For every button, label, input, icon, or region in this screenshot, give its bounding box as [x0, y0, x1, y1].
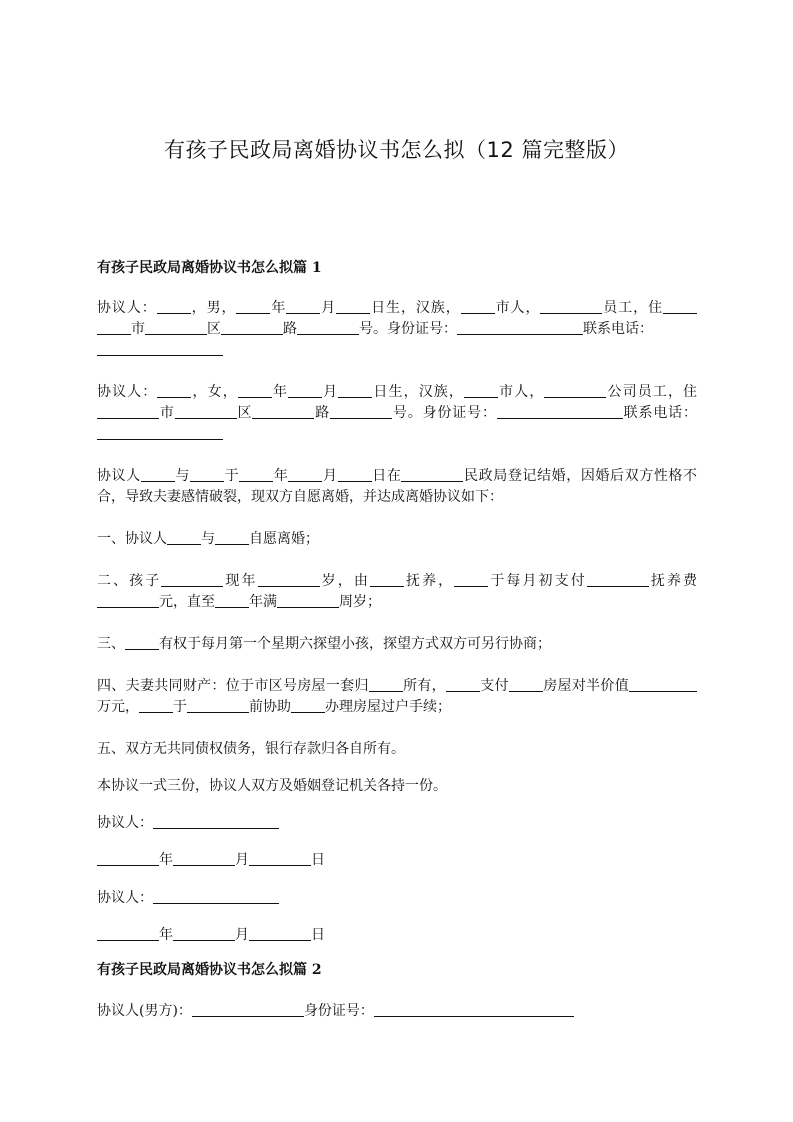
blank-line: [338, 466, 372, 482]
signature-line-2: [97, 888, 697, 909]
blank-line: [157, 382, 191, 398]
blank-line: [221, 319, 283, 335]
text: 日: [311, 927, 325, 943]
text: 万元，: [97, 699, 139, 715]
blank-line: [291, 697, 325, 713]
text: 号。身份证号：: [359, 321, 457, 337]
text: 市人，: [498, 384, 545, 400]
blank-line: [288, 382, 322, 398]
text: 民政局登记结婚，因婚后双方性格不合，导致夫妻感情破裂，现双方自愿离婚，并达成离婚协议如下：: [97, 468, 698, 505]
blank-line: [97, 424, 223, 440]
blank-line: [145, 319, 207, 335]
blank-line: [238, 382, 272, 398]
text: 公司员工，住: [606, 384, 698, 400]
text: 日在: [371, 468, 402, 484]
text: 抚养费: [648, 573, 698, 589]
party-2-paragraph: [97, 382, 697, 445]
text: 与: [201, 531, 215, 547]
blank-line: [153, 813, 279, 829]
blank-line: [173, 925, 235, 941]
date-line-1: [97, 850, 697, 871]
text: 月: [235, 927, 249, 943]
text: 区: [207, 321, 221, 337]
blank-line: [141, 466, 175, 482]
blank-line: [446, 676, 480, 692]
text: 协议人(男方)：: [97, 1003, 192, 1019]
blank-line: [277, 592, 339, 608]
blank-line: [370, 571, 404, 587]
text: 于: [224, 468, 240, 484]
blank-line: [97, 403, 159, 419]
blank-line: [167, 529, 201, 545]
signature-line-1: [97, 813, 697, 834]
blank-line: [161, 571, 223, 587]
page-title: 有孩子民政局离婚协议书怎么拟（12 篇完整版）: [164, 138, 629, 162]
blank-line: [497, 403, 623, 419]
text: 年: [159, 927, 173, 943]
blank-line: [544, 382, 606, 398]
text: 协议人：: [97, 890, 153, 906]
clause-1: [97, 529, 697, 550]
blank-line: [338, 382, 372, 398]
text: 房屋对半价值: [542, 678, 630, 694]
text: 年: [271, 384, 289, 400]
text: 协议人: [97, 468, 141, 484]
blank-line: [215, 529, 249, 545]
date-line-2: [97, 925, 697, 946]
text: 市: [159, 405, 175, 421]
text: ，女，: [191, 384, 238, 400]
clause-4: [97, 676, 697, 718]
blank-line: [454, 571, 488, 587]
blank-line: [258, 571, 320, 587]
text: 路: [314, 405, 331, 421]
text: 路: [283, 321, 297, 337]
text: 日生，汉族，: [370, 300, 461, 316]
section-2-heading: 有孩子民政局离婚协议书怎么拟篇 2: [97, 962, 322, 978]
blank-line: [239, 466, 273, 482]
text: 年: [159, 852, 173, 868]
text: 市人，: [494, 300, 541, 316]
text: 市: [131, 321, 145, 337]
text: 员工，住: [602, 300, 664, 316]
text: 月: [235, 852, 249, 868]
text: 支付: [479, 678, 509, 694]
blank-line: [286, 298, 320, 314]
text: 月: [322, 384, 339, 400]
text: 身份证号：: [303, 1003, 374, 1019]
text: 号。身份证号：: [392, 405, 497, 421]
blank-line: [97, 340, 223, 356]
blank-line: [457, 319, 583, 335]
blank-line: [252, 403, 314, 419]
blank-line: [629, 676, 663, 692]
blank-line: [236, 298, 270, 314]
text: 有权于每月第一个星期六探望小孩，探望方式双方可另行协商；: [159, 636, 551, 652]
document-body: [97, 258, 697, 1022]
blank-line: [153, 888, 279, 904]
blank-line: [139, 697, 173, 713]
section-1-heading: 有孩子民政局离婚协议书怎么拟篇 1: [97, 260, 322, 276]
blank-line: [374, 1001, 574, 1017]
copies-statement: 本协议一式三份，协议人双方及婚姻登记机关各持一份。: [97, 778, 447, 794]
clause-5: 五、双方无共同债权债务，银行存款归各自所有。: [97, 741, 405, 757]
blank-line: [97, 319, 131, 335]
text: 年: [273, 468, 289, 484]
blank-line: [173, 850, 235, 866]
blank-line: [97, 592, 159, 608]
text: 年满: [249, 594, 277, 610]
text: 日: [311, 852, 325, 868]
blank-line: [249, 850, 311, 866]
text: 联系电话：: [622, 405, 698, 421]
text: 所有，: [402, 678, 446, 694]
text: 日生，汉族，: [372, 384, 465, 400]
text: 于每月初支付: [488, 573, 587, 589]
blank-line: [187, 697, 249, 713]
text: 月: [322, 468, 338, 484]
blank-line: [663, 298, 697, 314]
text: ，男，: [190, 300, 237, 316]
section-2-party-line: [97, 1001, 697, 1022]
blank-line: [509, 676, 543, 692]
text: 二、孩子: [97, 573, 162, 589]
text: 联系电话：: [583, 321, 653, 337]
blank-line: [125, 634, 159, 650]
marriage-paragraph: [97, 466, 697, 508]
blank-line: [587, 571, 649, 587]
text: 年: [270, 300, 287, 316]
text: 办理房屋过户手续；: [325, 699, 451, 715]
party-1-paragraph: [97, 298, 697, 361]
clause-2: [97, 571, 697, 613]
text: 三、: [97, 636, 125, 652]
blank-line: [97, 850, 159, 866]
text: 协议人：: [97, 300, 157, 316]
text: 元，直至: [159, 594, 215, 610]
text: 前协助: [249, 699, 291, 715]
blank-line: [192, 1001, 304, 1017]
blank-line: [540, 298, 602, 314]
blank-line: [401, 466, 463, 482]
clause-3: [97, 634, 697, 655]
text: 协议人：: [97, 815, 153, 831]
blank-line: [297, 319, 359, 335]
text: 周岁；: [339, 594, 381, 610]
text: 区: [236, 405, 253, 421]
text: 现年: [223, 573, 258, 589]
blank-line: [157, 298, 191, 314]
blank-line: [336, 298, 370, 314]
blank-line: [461, 298, 495, 314]
text: 岁，由: [319, 573, 370, 589]
blank-line: [663, 676, 697, 692]
blank-line: [249, 925, 311, 941]
blank-line: [175, 403, 237, 419]
text: 与: [174, 468, 191, 484]
blank-line: [190, 466, 224, 482]
text: 自愿离婚；: [249, 531, 319, 547]
text: 抚养，: [403, 573, 455, 589]
blank-line: [464, 382, 498, 398]
blank-line: [215, 592, 249, 608]
blank-line: [369, 676, 403, 692]
blank-line: [330, 403, 392, 419]
text: 四、夫妻共同财产：位于市区号房屋一套归: [97, 678, 369, 694]
text: 协议人：: [97, 384, 158, 400]
text: 月: [320, 300, 337, 316]
blank-line: [97, 925, 159, 941]
text: 于: [173, 699, 187, 715]
text: 一、协议人: [97, 531, 167, 547]
blank-line: [288, 466, 322, 482]
